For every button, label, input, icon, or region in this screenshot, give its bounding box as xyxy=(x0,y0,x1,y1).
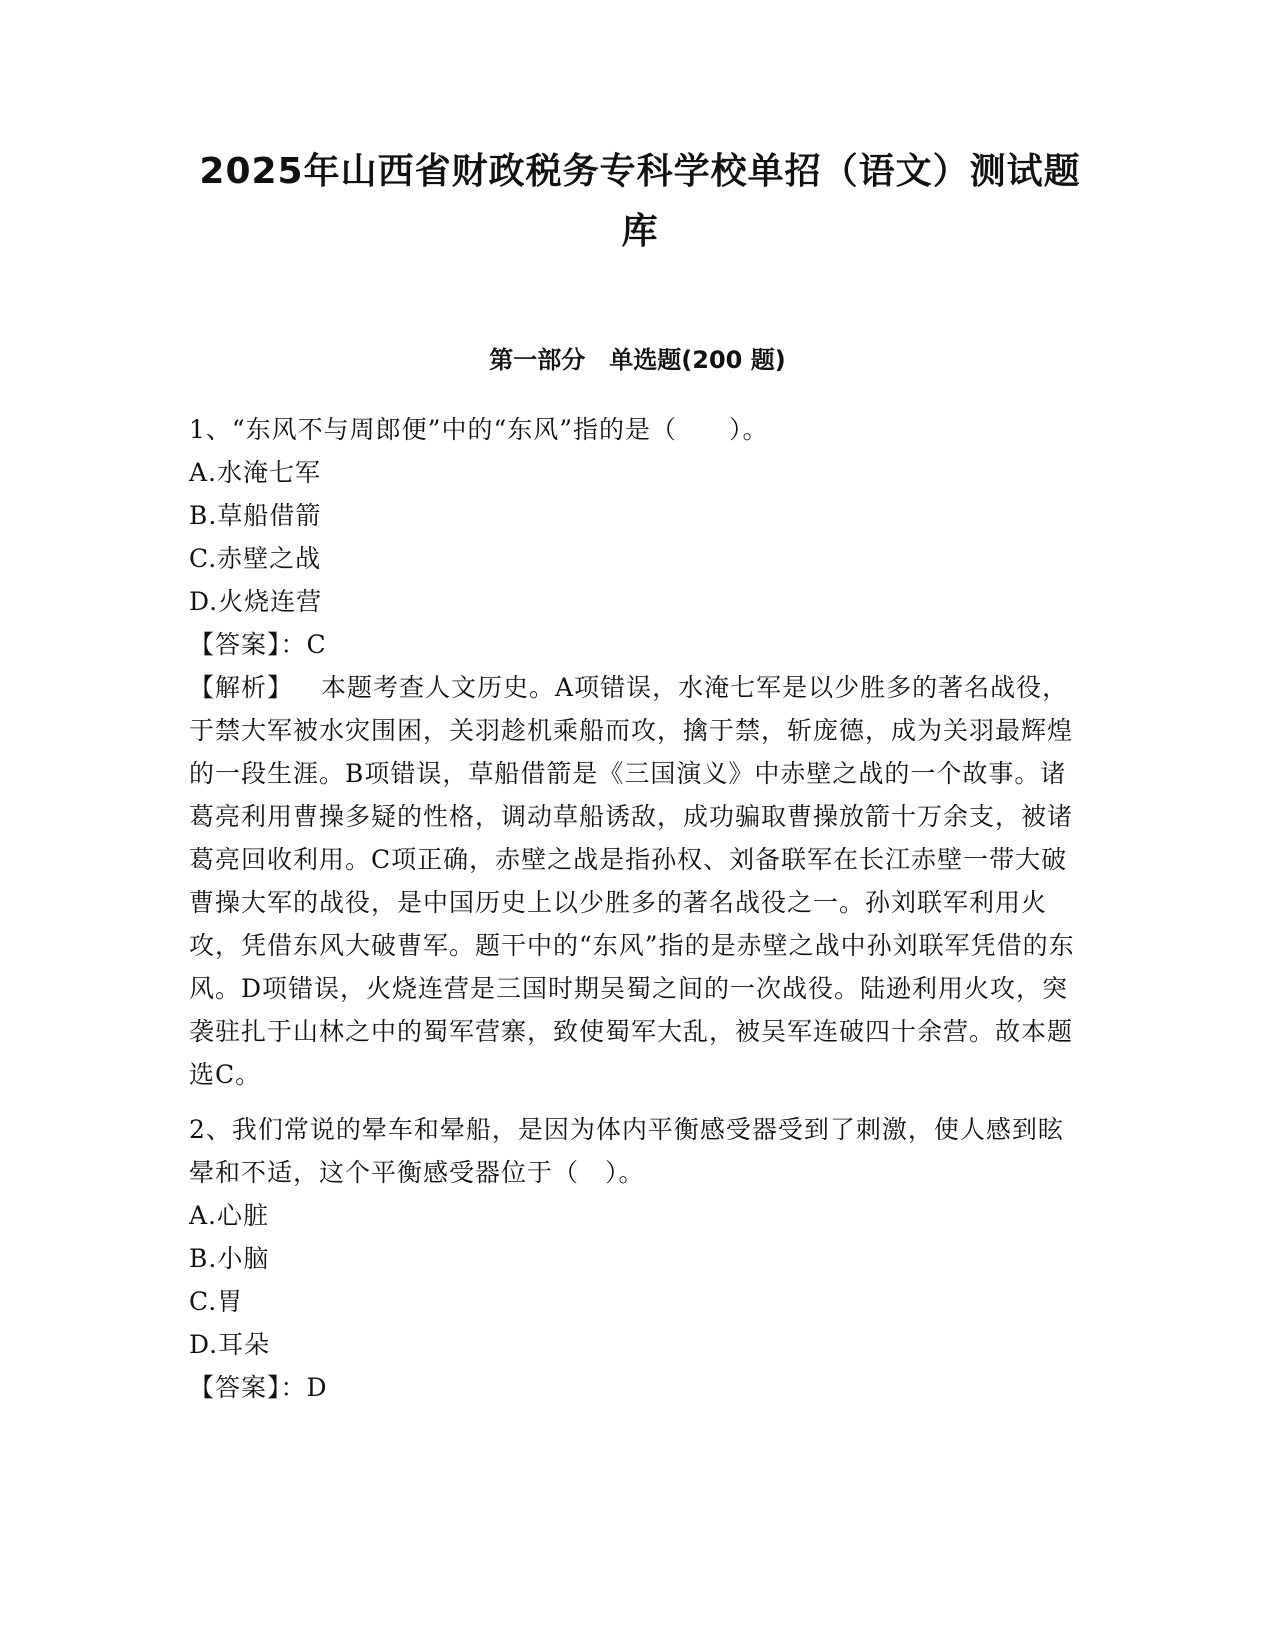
option-b: B.草船借箭 xyxy=(189,501,322,530)
option-b: B.小脑 xyxy=(189,1244,270,1273)
option-d: D.耳朵 xyxy=(189,1330,271,1359)
option-a: A.水淹七军 xyxy=(189,458,322,487)
answer-value: D xyxy=(306,1373,328,1402)
question-list xyxy=(189,408,1089,1421)
option-d: D.火烧连营 xyxy=(189,587,323,616)
option-a: A.心脏 xyxy=(189,1201,270,1230)
analysis-paragraph xyxy=(189,666,1089,1096)
section-heading: 第一部分 单选题(200 题) xyxy=(489,346,786,374)
option-c: C.赤壁之战 xyxy=(189,544,322,573)
answer-label: 【答案】： xyxy=(189,630,307,659)
option-c: C.胃 xyxy=(189,1287,244,1316)
answer-label: 【答案】： xyxy=(189,1373,307,1402)
answer-line xyxy=(189,1366,1089,1409)
question-stem: 1、“东风不与周郎便”中的“东风”指的是（ ）。 xyxy=(189,415,769,444)
answer-value: C xyxy=(306,630,327,659)
analysis-label: 【解析】 xyxy=(189,673,294,702)
question-1 xyxy=(189,408,1089,1096)
analysis-text: 本题考查人文历史。A项错误，水淹七军是以少胜多的著名战役，于禁大军被水灾围困，关羽趁机乘船而攻，擒于禁，斩庞德，成为关羽最辉煌的一段生涯。B项错误，草船借箭是《三国演义》中赤壁之战的一个故事。诸葛亮利用曹操多疑的性格，调动草船诱敌，成功骗取曹操放箭十万余支，被诸葛亮回收利用。C项正确，赤壁之战是指孙权、刘备联军在长江赤壁一带大破曹操大军的战役，是中国历史上以少胜多的著名战役之一。孙刘联军利用火攻，凭借东风大破曹军。题干中的“东风”指的是赤壁之战中孙刘联军凭借的东风。D项错误，火烧连营是三国时期吴蜀之间的一次战役。陆逊利用火攻，突袭驻扎于山林之中的蜀军营寨，致使蜀军大乱，被吴军连破四十余营。故本题选C。 xyxy=(189,673,1075,1089)
question-2 xyxy=(189,1108,1089,1409)
document-title: 2025年山西省财政税务专科学校单招（语文）测试题库 xyxy=(199,151,1081,252)
question-stem: 2、我们常说的晕车和晕船，是因为体内平衡感受器受到了刺激，使人感到眩晕和不适，这个平衡感受器位于（ ）。 xyxy=(189,1115,1064,1187)
answer-line xyxy=(189,623,1089,666)
